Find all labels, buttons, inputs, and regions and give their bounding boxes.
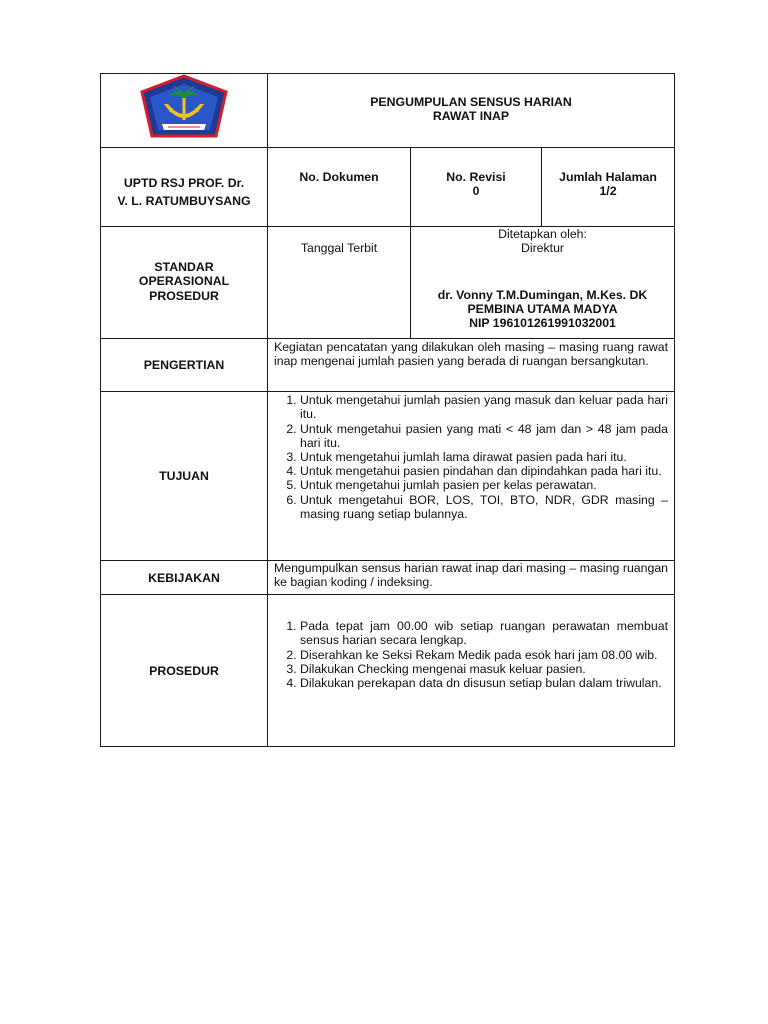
prosedur-list xyxy=(268,619,674,690)
prosedur-content xyxy=(268,595,675,747)
tujuan-content xyxy=(268,392,675,561)
list-item: 2. Untuk mengetahui pasien yang mati < 48 jam dan > 48 jam pada hari itu. xyxy=(300,422,668,450)
sop-label xyxy=(101,227,268,339)
sop-label-line-1: STANDAR xyxy=(154,260,214,275)
title-line-2: RAWAT INAP xyxy=(432,109,510,124)
no-dokumen-label: No. Dokumen xyxy=(299,170,379,185)
list-item: 3. Untuk mengetahui jumlah lama dirawat pasien pada hari itu. xyxy=(300,450,668,464)
document-title xyxy=(268,74,675,148)
prosedur-label: PROSEDUR xyxy=(101,595,268,747)
jumlah-halaman-value: 1/2 xyxy=(599,184,617,199)
no-dokumen-cell xyxy=(268,148,411,227)
list-item: 2. Diserahkan ke Seksi Rekam Medik pada esok hari jam 08.00 wib. xyxy=(300,648,668,662)
logo-cell xyxy=(101,74,268,148)
list-item: 1. Untuk mengetahui jumlah pasien yang masuk dan keluar pada hari itu. xyxy=(300,393,668,421)
no-revisi-label: No. Revisi xyxy=(446,170,506,185)
no-revisi-cell xyxy=(411,148,542,227)
sop-document-table xyxy=(100,73,675,747)
no-revisi-value: 0 xyxy=(472,184,480,199)
tanggal-terbit-cell xyxy=(268,227,411,339)
list-item: 6. Untuk mengetahui BOR, LOS, TOI, BTO, NDR, GDR masing – masing ruang setiap bulannya. xyxy=(300,493,668,521)
jumlah-halaman-label: Jumlah Halaman xyxy=(559,170,657,185)
north-sulawesi-emblem-icon xyxy=(138,74,230,144)
list-item: 3. Dilakukan Checking mengenai masuk keluar pasien. xyxy=(300,662,668,676)
jumlah-halaman-cell xyxy=(542,148,675,227)
list-item: 5. Untuk mengetahui jumlah pasien per kelas perawatan. xyxy=(300,478,668,492)
institution-line-1: UPTD RSJ PROF. Dr. xyxy=(123,176,245,191)
pengertian-label: PENGERTIAN xyxy=(101,339,268,392)
title-line-1: PENGUMPULAN SENSUS HARIAN xyxy=(370,95,572,109)
list-item: 4. Dilakukan perekapan data dn disusun setiap bulan dalam triwulan. xyxy=(300,676,668,690)
institution-line-2: V. L. RATUMBUYSANG xyxy=(117,194,251,209)
signer-rank: PEMBINA UTAMA MADYA xyxy=(467,301,618,316)
tujuan-label: TUJUAN xyxy=(101,392,268,561)
ditetapkan-role: Direktur xyxy=(520,241,565,256)
ditetapkan-label: Ditetapkan oleh: xyxy=(498,227,587,242)
ditetapkan-cell xyxy=(411,227,675,339)
institution-name xyxy=(101,148,268,227)
list-item: 1. Pada tepat jam 00.00 wib setiap ruangan perawatan membuat sensus harian secara lengkap. xyxy=(300,619,668,647)
tujuan-list xyxy=(268,393,674,521)
list-item: 4. Untuk mengetahui pasien pindahan dan dipindahkan pada hari itu. xyxy=(300,464,668,478)
pengertian-text: Kegiatan pencatatan yang dilakukan oleh masing – masing ruang rawat inap mengenai jumlah pasien yang berada di ruangan bersangkutan. xyxy=(268,339,675,392)
tanggal-terbit-label: Tanggal Terbit xyxy=(300,241,378,256)
sop-label-line-2: OPERASIONAL xyxy=(138,274,230,289)
signer-name: dr. Vonny T.M.Dumingan, M.Kes. DK xyxy=(437,287,648,302)
kebijakan-text: Mengumpulkan sensus harian rawat inap dari masing – masing ruangan ke bagian koding / indeksing. xyxy=(268,561,675,595)
kebijakan-label: KEBIJAKAN xyxy=(101,561,268,595)
signer-nip: NIP 196101261991032001 xyxy=(469,316,616,331)
sop-label-line-3: PROSEDUR xyxy=(149,288,219,303)
